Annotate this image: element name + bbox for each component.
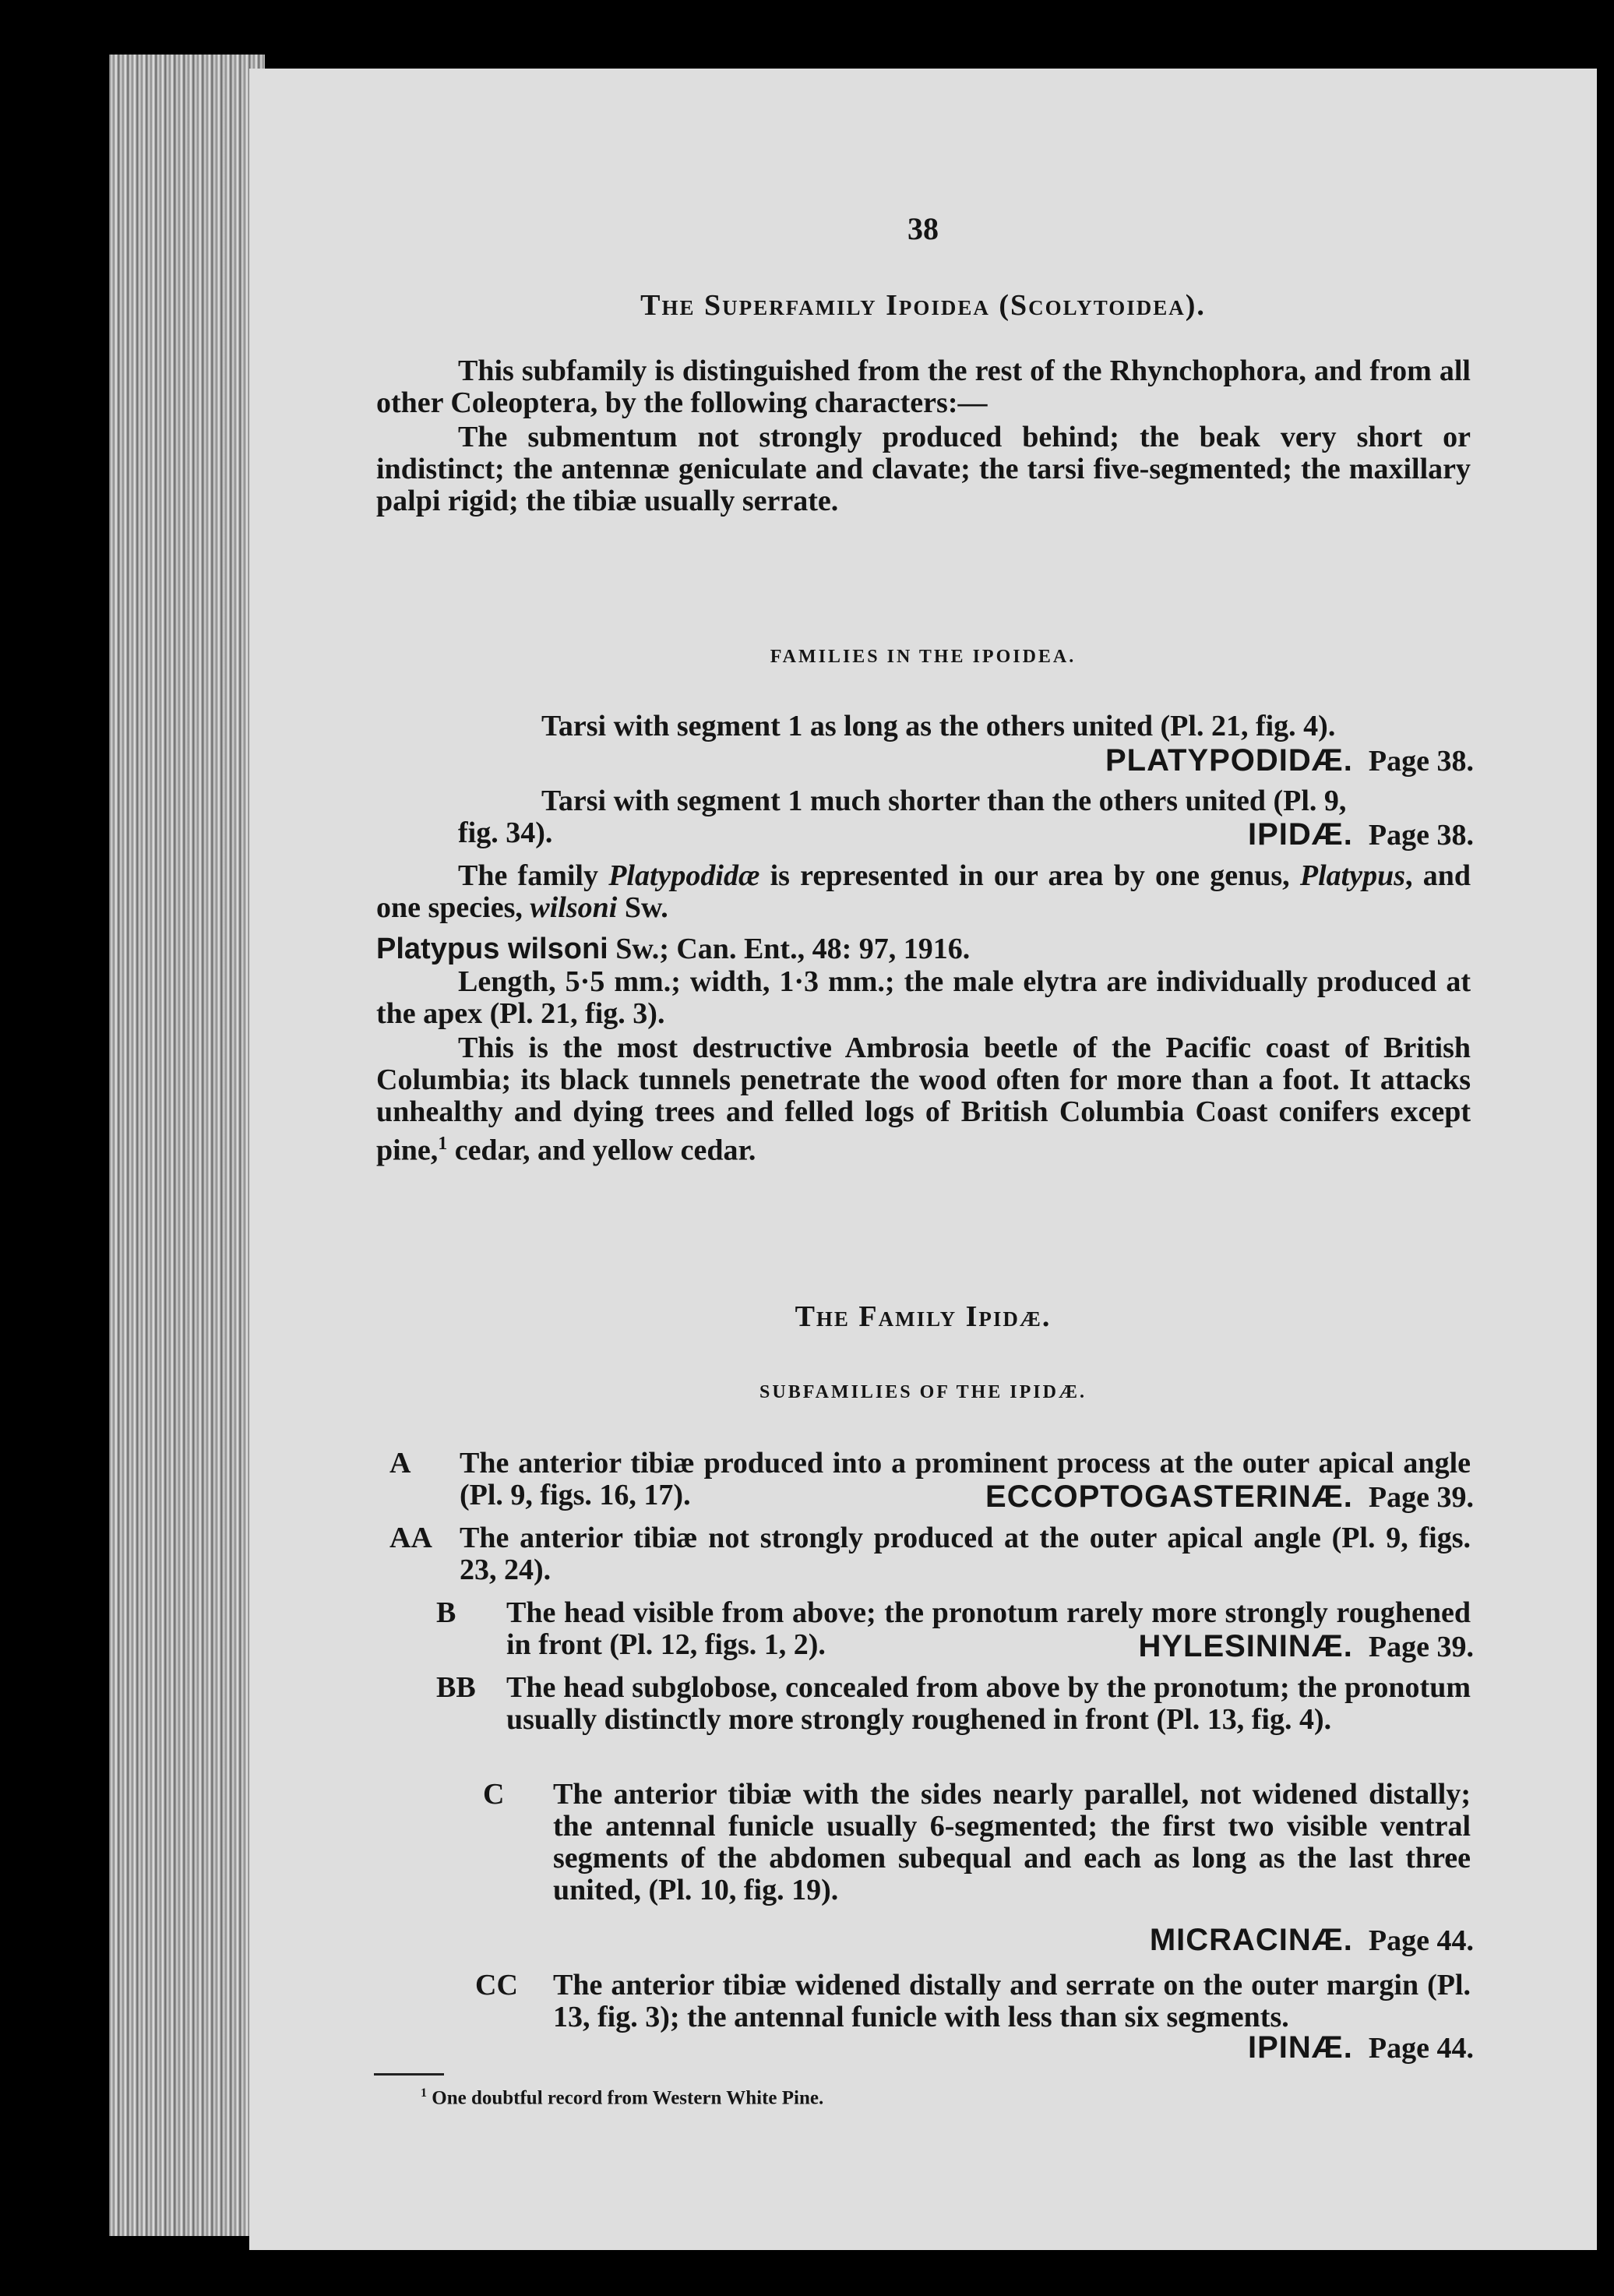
family-title: The Family Ipidæ. — [795, 1300, 1052, 1333]
key-couplet-c: C The anterior tibiæ with the sides nearly parallel, not widened distally; the antennal funicle usually 6-segmented; the first two visible ventral segments of the abdomen subequal and each as long as the last three united, (Pl. 10, fig. 19). — [483, 1778, 1471, 1906]
families-heading: FAMILIES IN THE IPOIDEA. — [770, 647, 1077, 667]
family-name-ipidae: IPIDÆ. — [1248, 817, 1353, 852]
family-key-ipidae-cont: fig. 34). — [458, 816, 553, 849]
key-cc-result: IPINÆ. Page 44. — [1248, 2030, 1474, 2065]
key-b-result: HYLESININÆ. Page 39. — [1138, 1629, 1474, 1663]
species-description: Length, 5·5 mm.; width, 1·3 mm.; the male elytra are individually produced at the apex (Pl. 21, fig. 3). — [376, 965, 1471, 1030]
book-page — [249, 69, 1597, 2250]
key-couplet-cc: CC The anterior tibiæ widened distally and serrate on the outer margin (Pl. 13, fig. 3); the antennal funicle with less than six segments. — [475, 1969, 1471, 2033]
species-citation: Sw.; Can. Ent., 48: 97, 1916. — [608, 933, 971, 965]
family-key-ipidae: Tarsi with segment 1 much shorter than the others united (Pl. 9, — [541, 785, 1347, 817]
page-number: 38 — [907, 211, 939, 246]
family-key-platypodidae: Tarsi with segment 1 as long as the others united (Pl. 21, fig. 4). — [541, 710, 1336, 742]
species-heading — [376, 932, 970, 966]
family-key-ipidae-result — [1248, 817, 1474, 852]
subfamily-ipinae: IPINÆ. — [1248, 2030, 1353, 2065]
species-biology: This is the most destructive Ambrosia beetle of the Pacific coast of British Columbia; its black tunnels penetrate the wood often for more than a foot. It attacks unhealthy and dying trees and felled logs of British Columbia Coast conifers except pine,$^1$ cedar, and yellow cedar. — [376, 1032, 1471, 1167]
species-name: Platypus wilsoni — [376, 933, 608, 965]
subfamily-eccoptogasterinae: ECCOPTOGASTERINÆ. — [985, 1480, 1353, 1514]
footnote-rule — [374, 2073, 444, 2076]
key-couplet-bb: BB The head subglobose, concealed from above by the pronotum; the pronotum usually distinctly more strongly roughened in front (Pl. 13, fig. 4). — [436, 1671, 1471, 1736]
subfamily-hylesininae: HYLESININÆ. — [1138, 1629, 1353, 1663]
key-a-result: ECCOPTOGASTERINÆ. Page 39. — [985, 1480, 1474, 1514]
key-couplet-aa: AA The anterior tibiæ not strongly produced at the outer apical angle (Pl. 9, figs. 23, 24). — [389, 1522, 1471, 1586]
intro-paragraph: This subfamily is distinguished from the rest of the Rhynchophora, and from all other Coleoptera, by the following characters:— — [376, 354, 1471, 419]
family-name-platypodidae: PLATYPODIDÆ. — [1105, 743, 1353, 778]
page-title: The Superfamily Ipoidea (Scolytoidea). — [640, 289, 1206, 322]
characters-paragraph: The submentum not strongly produced behind; the beak very short or indistinct; the antennæ geniculate and clavate; the tarsi five-segmented; the maxillary palpi rigid; the tibiæ usually serrate. — [376, 421, 1471, 517]
page-ref: Page 38. — [1368, 819, 1474, 852]
key-couplet-a: A The anterior tibiæ produced into a prominent process at the outer apical angle (Pl. 9, figs. 16, 17). — [389, 1447, 1471, 1511]
subfamilies-heading: SUBFAMILIES OF THE IPIDÆ. — [759, 1382, 1087, 1402]
subfamily-micracinae: MICRACINÆ. — [1149, 1923, 1353, 1957]
key-c-result: MICRACINÆ. Page 44. — [1149, 1923, 1474, 1957]
key-couplet-b: B The head visible from above; the pronotum rarely more strongly roughened in front (Pl. 12, figs. 1, 2). — [436, 1596, 1471, 1661]
page-ref: Page 38. — [1368, 745, 1474, 778]
book-page-edges — [109, 55, 265, 2236]
family-key-platypodidae-result — [1105, 743, 1474, 778]
platypodidae-note: The family Platypodidæ is represented in our area by one genus, Platypus, and one species, wilsoni Sw. — [376, 859, 1471, 924]
footnote: $^1$ One doubtful record from Western White Pine. — [421, 2086, 824, 2109]
